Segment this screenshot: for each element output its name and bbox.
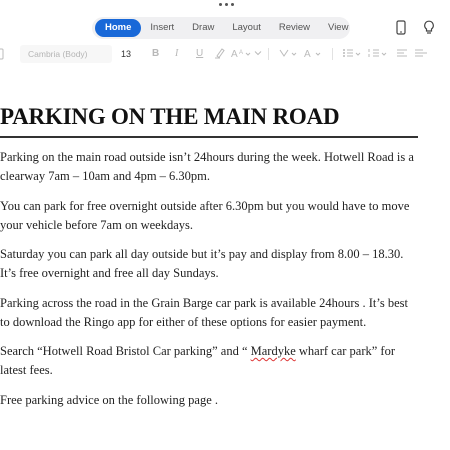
paragraph-search-fees: Search “Hotwell Road Bristol Car parking” and “ Mardyke wharf car park” for latest fees. [0,344,395,377]
tab-insert[interactable]: Insert [150,22,175,33]
paragraph-free-advice: Free parking advice on the following page . [0,392,218,407]
paragraph-overnight: You can park for free overnight outside after 6.30pm but you would have to move your vehicle before 7am on weekdays. [0,198,410,232]
document-body[interactable] [0,148,416,420]
lightbulb-icon[interactable] [423,20,435,40]
font-size-field[interactable]: 13 [121,49,132,59]
clipboard-icon[interactable] [0,48,5,62]
tab-layout[interactable]: Layout [232,22,261,33]
paragraph-grain-barge: Parking across the road in the Grain Barge car park is available 24hours . It’s best to download the Ringo app for either of these options for easier payment. [0,295,408,329]
bullet-list-icon[interactable] [342,44,362,64]
font-size-adjust-icon[interactable] [231,44,251,64]
document-heading: PARKING ON THE MAIN ROAD [0,104,340,129]
highlight-icon[interactable] [214,44,226,64]
tab-home[interactable]: Home [95,19,141,37]
misspelled-word[interactable]: Mardyke [250,344,296,358]
more-options-icon[interactable] [414,44,428,64]
italic-button[interactable]: I [175,48,179,59]
tab-view[interactable]: View [328,22,349,33]
numbered-list-icon[interactable] [368,44,388,64]
paragraph-clearway: Parking on the main road outside isn’t 24hours during the week. Hotwell Road is a clearway 7am – 10am and 4pm – 6.30pm. [0,150,414,183]
font-name-field[interactable]: Cambria (Body) [20,45,112,63]
ribbon-tab-bar [92,17,350,39]
bold-button[interactable]: B [152,48,160,59]
tab-review[interactable]: Review [278,22,311,33]
paragraph-saturday: Saturday you can park all day outside but it’s pay and display from 8.00 – 18.30. It’s free overnight and free all day Sundays. [0,247,404,280]
window-handle-dots[interactable] [219,3,234,6]
underline-button[interactable]: U [196,48,204,59]
toolbar-divider [332,48,333,60]
formatting-toolbar [0,44,450,64]
heading-underline-rule [0,136,418,138]
toolbar-divider [268,48,269,60]
text-highlight-color-icon[interactable] [278,44,298,64]
tab-draw[interactable]: Draw [192,22,215,33]
paragraph-align-icon[interactable] [396,44,408,64]
chevron-down-icon[interactable] [254,44,262,64]
svg-text:A: A [231,49,238,60]
font-color-icon[interactable] [304,44,324,64]
svg-text:A: A [304,49,311,60]
svg-text:A: A [239,50,244,57]
phone-layout-icon[interactable] [396,20,406,40]
